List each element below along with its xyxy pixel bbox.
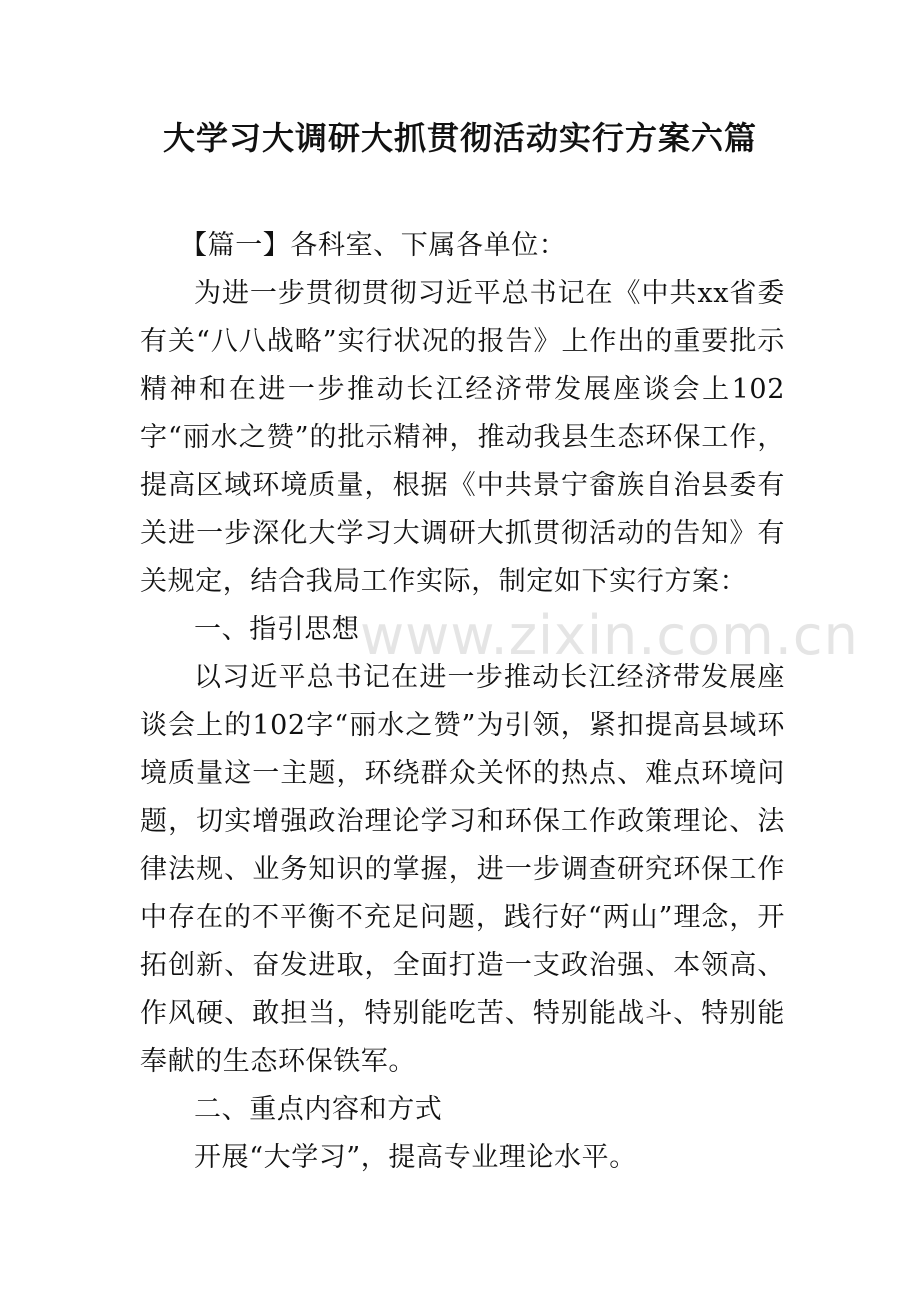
document-title: 大学习大调研大抓贯彻活动实行方案六篇: [162, 119, 757, 157]
paragraph-salutation: 【篇一】各科室、下属各单位：: [180, 230, 567, 261]
section-heading-guiding-thought: 一、指引思想: [194, 614, 360, 645]
paragraph-intro: 为进一步贯彻贯彻习近平总书记在《中共xx省委有关“八八战略”实行状况的报告》上作出的重要批示精神和在进一步推动长江经济带发展座谈会上102字“丽水之赞”的批示精神，推动我县生态环保工作，提高区域环境质量，根据《中共景宁畲族自治县委有关进一步深化大学习大调研大抓贯彻活动的告知》有关规定，结合我局工作实际，制定如下实行方案：: [140, 278, 785, 597]
paragraph-key-content: 开展“大学习”，提高专业理论水平。: [194, 1142, 637, 1173]
section-heading-key-content: 二、重点内容和方式: [194, 1094, 443, 1125]
paragraph-guiding-thought: 以习近平总书记在进一步推动长江经济带发展座谈会上的102字“丽水之赞”为引领，紧扣提高县域环境质量这一主题，环绕群众关怀的热点、难点环境问题，切实增强政治理论学习和环保工作政策理论、法律法规、业务知识的掌握，进一步调查研究环保工作中存在的不平衡不充足问题，践行好“两山”理念，开拓创新、奋发进取，全面打造一支政治强、本领高、作风硬、敢担当，特别能吃苦、特别能战斗、特别能奉献的生态环保铁军。: [140, 662, 785, 1077]
watermark-text: www.zixin.com.cn: [360, 604, 859, 667]
document-body: [140, 222, 785, 1182]
